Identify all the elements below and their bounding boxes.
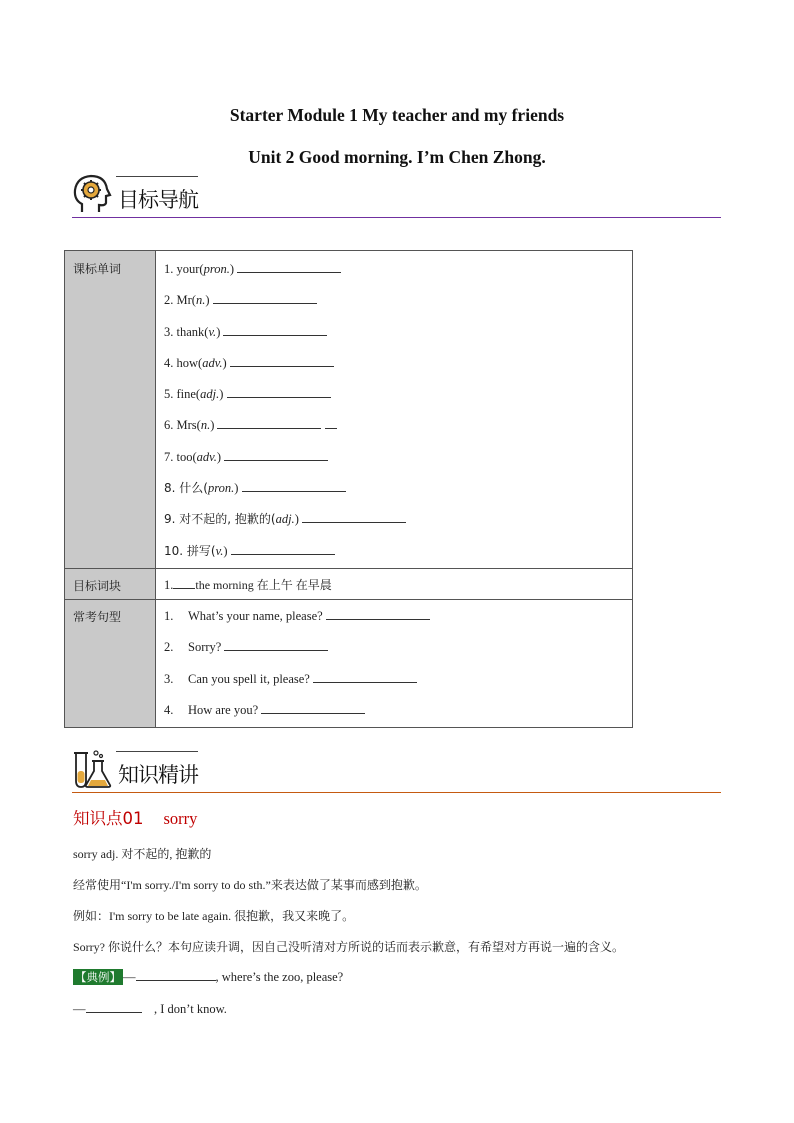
answer-blank[interactable] <box>223 323 327 336</box>
list-item: 3. Can you spell it, please? <box>156 663 632 694</box>
goals-table <box>64 250 633 728</box>
section-header-goals <box>72 172 721 218</box>
knowledge-point-label: 知识点01 <box>73 809 144 828</box>
answer-blank[interactable] <box>224 638 328 651</box>
list-item: 9. 对不起的, 抱歉的(adj.) <box>156 503 632 534</box>
sentence-cell <box>156 599 633 727</box>
answer-blank[interactable] <box>224 448 328 461</box>
answer-blank[interactable] <box>242 479 346 492</box>
answer-blank-extra[interactable] <box>325 416 337 429</box>
title-line-1: Starter Module 1 My teacher and my friends <box>229 105 565 125</box>
knowledge-point-word: sorry <box>163 809 198 828</box>
list-item: 7. too(adv.) <box>156 441 632 472</box>
section-header-knowledge <box>72 747 721 793</box>
answer-blank[interactable] <box>173 576 195 589</box>
row-label-sentences: 常考句型 <box>65 599 156 727</box>
knowledge-point-heading <box>73 805 197 829</box>
answer-blank[interactable] <box>326 607 430 620</box>
table-row <box>65 251 633 569</box>
example-line-1: 【典例】 — , where’s the zoo, please? <box>75 970 344 984</box>
section-rule-knowledge <box>72 792 721 793</box>
list-item: 10. 拼写(v.) <box>156 535 632 566</box>
paragraph-definition: sorry adj. 对不起的, 抱歉的 <box>73 847 212 861</box>
table-row <box>65 568 633 599</box>
answer-blank[interactable] <box>217 416 321 429</box>
row-label-phrase: 目标词块 <box>65 568 156 599</box>
title-line-2: Unit 2 Good morning. I’m Chen Zhong. <box>248 147 546 167</box>
paragraph-usage: 经常使用“I'm sorry./I'm sorry to do sth.”来表达做了某事而感到抱歉。 <box>73 878 427 892</box>
phrase-cell <box>156 568 633 599</box>
list-item: 2. Mr(n.) <box>156 284 632 315</box>
answer-blank[interactable] <box>237 260 341 273</box>
answer-blank[interactable] <box>302 510 406 523</box>
answer-blank[interactable] <box>230 354 334 367</box>
row-label-vocab: 课标单词 <box>65 251 156 569</box>
list-item: 1. the morning 在上午 在早晨 <box>164 577 332 592</box>
list-item: 4. how(adv.) <box>156 347 632 378</box>
answer-blank[interactable] <box>313 670 417 683</box>
header-accent-line <box>116 176 198 177</box>
list-item: 1. your(pron.) <box>156 253 632 284</box>
answer-blank[interactable] <box>261 701 365 714</box>
example-line-2: — , I don’t know. <box>73 1002 227 1016</box>
answer-blank[interactable] <box>136 968 216 981</box>
answer-blank[interactable] <box>227 385 331 398</box>
lab-flask-icon <box>72 747 112 789</box>
paragraph-explanation: Sorry? 你说什么？本句应读升调，因自己没听清对方所说的话而表示歉意，有希望对方再说一遍的含义。 <box>73 940 624 954</box>
brain-gear-icon <box>72 172 112 214</box>
list-item: 5. fine(adj.) <box>156 378 632 409</box>
section-rule-goals <box>72 217 721 218</box>
list-item: 3. thank(v.) <box>156 316 632 347</box>
header-accent-line <box>116 751 198 752</box>
answer-blank[interactable] <box>86 1000 142 1013</box>
example-tag: 【典例】 <box>75 970 121 984</box>
table-row <box>65 599 633 727</box>
list-item: 4. How are you? <box>156 694 632 725</box>
paragraph-example: 例如：I'm sorry to be late again. 很抱歉，我又来晚了。 <box>73 909 355 923</box>
vocab-cell <box>156 251 633 569</box>
section-title-goals: 目标导航 <box>118 188 198 212</box>
list-item: 8. 什么(pron.) <box>156 472 632 503</box>
answer-blank[interactable] <box>213 291 317 304</box>
list-item: 2. Sorry? <box>156 631 632 662</box>
section-title-knowledge: 知识精讲 <box>118 763 198 787</box>
answer-blank[interactable] <box>231 542 335 555</box>
list-item: 6. Mrs(n.) <box>156 409 632 440</box>
list-item: 1. What’s your name, please? <box>156 600 632 631</box>
